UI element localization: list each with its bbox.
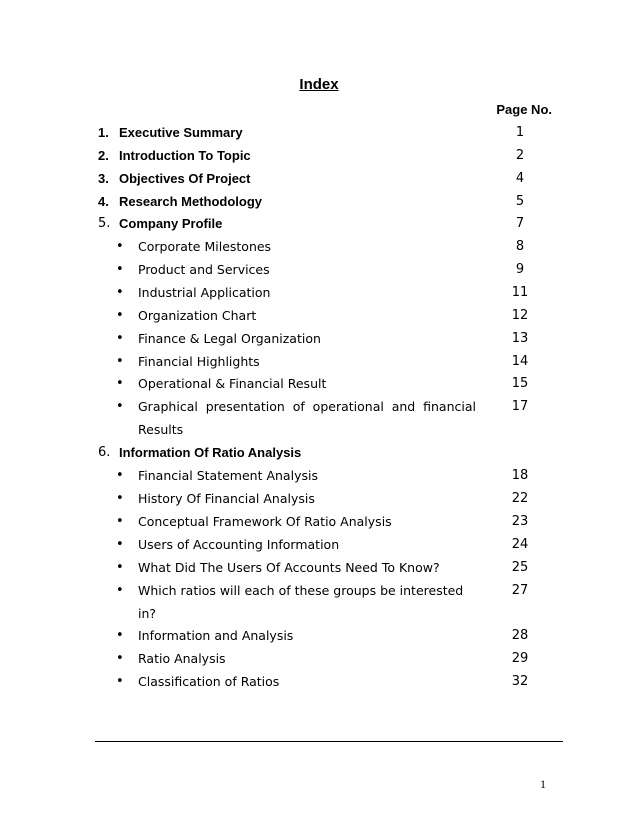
bullet-icon: • bbox=[116, 537, 124, 552]
toc-subitem bbox=[0, 537, 638, 557]
bullet-icon: • bbox=[116, 399, 124, 414]
bullet-icon: • bbox=[116, 468, 124, 483]
page-number: 18 bbox=[511, 468, 529, 483]
page-no-header: Page No. bbox=[496, 102, 552, 117]
toc-section-1 bbox=[0, 125, 638, 145]
toc-section-2 bbox=[0, 148, 638, 168]
subitem-title: Product and Services bbox=[138, 262, 270, 277]
bullet-icon: • bbox=[116, 285, 124, 300]
page-number: 32 bbox=[511, 674, 529, 689]
toc-subitem bbox=[0, 514, 638, 534]
page-number: 14 bbox=[511, 354, 529, 369]
section-number: 1. bbox=[98, 125, 109, 140]
footer-page-number: 1 bbox=[540, 777, 546, 791]
section-number: 2. bbox=[98, 148, 109, 163]
page-number: 11 bbox=[511, 285, 529, 300]
page-number: 5 bbox=[515, 194, 525, 209]
page-number: 8 bbox=[515, 239, 525, 254]
subitem-title: Ratio Analysis bbox=[138, 651, 226, 666]
bullet-icon: • bbox=[116, 239, 124, 254]
toc-subitem bbox=[0, 560, 638, 580]
section-number: 4. bbox=[98, 194, 109, 209]
section-title: Introduction To Topic bbox=[119, 148, 251, 163]
subitem-title: Which ratios will each of these groups be interested bbox=[138, 583, 464, 598]
subitem-title: Industrial Application bbox=[138, 285, 271, 300]
toc-subitem bbox=[0, 628, 638, 648]
section-number: 5. bbox=[98, 216, 111, 231]
toc-section-6 bbox=[0, 445, 638, 465]
toc-subitem bbox=[0, 331, 638, 351]
page-number: 13 bbox=[511, 331, 529, 346]
toc-subitem bbox=[0, 491, 638, 511]
page-number: 24 bbox=[511, 537, 529, 552]
page-number: 17 bbox=[511, 399, 529, 414]
bullet-icon: • bbox=[116, 491, 124, 506]
page-number: 9 bbox=[515, 262, 525, 277]
page-number: 2 bbox=[515, 148, 525, 163]
bullet-icon: • bbox=[116, 583, 124, 598]
toc-subitem-continuation bbox=[0, 606, 638, 626]
toc-section-4 bbox=[0, 194, 638, 214]
bullet-icon: • bbox=[116, 308, 124, 323]
toc-subitem bbox=[0, 674, 638, 694]
bullet-icon: • bbox=[116, 262, 124, 277]
subitem-title: Conceptual Framework Of Ratio Analysis bbox=[138, 514, 392, 529]
subitem-title: Corporate Milestones bbox=[138, 239, 272, 254]
toc-subitem bbox=[0, 468, 638, 488]
toc-section-5 bbox=[0, 216, 638, 236]
bullet-icon: • bbox=[116, 628, 124, 643]
subitem-title: Information and Analysis bbox=[138, 628, 294, 643]
page-number: 29 bbox=[511, 651, 529, 666]
subitem-title: What Did The Users Of Accounts Need To Know? bbox=[138, 560, 440, 575]
page-number: 22 bbox=[511, 491, 529, 506]
subitem-title: History Of Financial Analysis bbox=[138, 491, 315, 506]
page-number: 4 bbox=[515, 171, 525, 186]
page-number: 12 bbox=[511, 308, 529, 323]
toc-subitem bbox=[0, 583, 638, 603]
subitem-title: Financial Highlights bbox=[138, 354, 260, 369]
index-title: Index bbox=[299, 76, 339, 93]
toc-subitem bbox=[0, 239, 638, 259]
section-number: 6. bbox=[98, 445, 111, 460]
subitem-continuation: Results bbox=[138, 422, 184, 437]
toc-subitem bbox=[0, 376, 638, 396]
toc-subitem-continuation bbox=[0, 422, 638, 442]
subitem-title: Graphical presentation of operational and financial bbox=[138, 399, 476, 414]
subitem-title: Users of Accounting Information bbox=[138, 537, 340, 552]
page-number: 7 bbox=[515, 216, 525, 231]
subitem-title: Financial Statement Analysis bbox=[138, 468, 318, 483]
bullet-icon: • bbox=[116, 651, 124, 666]
page-number: 23 bbox=[511, 514, 529, 529]
footer-divider bbox=[95, 741, 563, 742]
section-title: Company Profile bbox=[119, 216, 223, 231]
toc-subitem bbox=[0, 399, 638, 419]
toc-subitem bbox=[0, 262, 638, 282]
page-number: 15 bbox=[511, 376, 529, 391]
section-title: Objectives Of Project bbox=[119, 171, 251, 186]
page-number: 1 bbox=[515, 125, 525, 140]
subitem-title: Organization Chart bbox=[138, 308, 257, 323]
section-number: 3. bbox=[98, 171, 109, 186]
bullet-icon: • bbox=[116, 514, 124, 529]
section-title: Executive Summary bbox=[119, 125, 243, 140]
bullet-icon: • bbox=[116, 560, 124, 575]
subitem-continuation: in? bbox=[138, 606, 157, 621]
bullet-icon: • bbox=[116, 354, 124, 369]
toc-subitem bbox=[0, 308, 638, 328]
section-title: Research Methodology bbox=[119, 194, 263, 209]
subitem-title: Finance & Legal Organization bbox=[138, 331, 321, 346]
page-number: 28 bbox=[511, 628, 529, 643]
toc-subitem bbox=[0, 285, 638, 305]
section-title: Information Of Ratio Analysis bbox=[119, 445, 302, 460]
toc-section-3 bbox=[0, 171, 638, 191]
subitem-title: Classification of Ratios bbox=[138, 674, 280, 689]
page-number: 25 bbox=[511, 560, 529, 575]
bullet-icon: • bbox=[116, 674, 124, 689]
bullet-icon: • bbox=[116, 331, 124, 346]
page-number: 27 bbox=[511, 583, 529, 598]
toc-subitem bbox=[0, 651, 638, 671]
toc-subitem bbox=[0, 354, 638, 374]
bullet-icon: • bbox=[116, 376, 124, 391]
subitem-title: Operational & Financial Result bbox=[138, 376, 327, 391]
